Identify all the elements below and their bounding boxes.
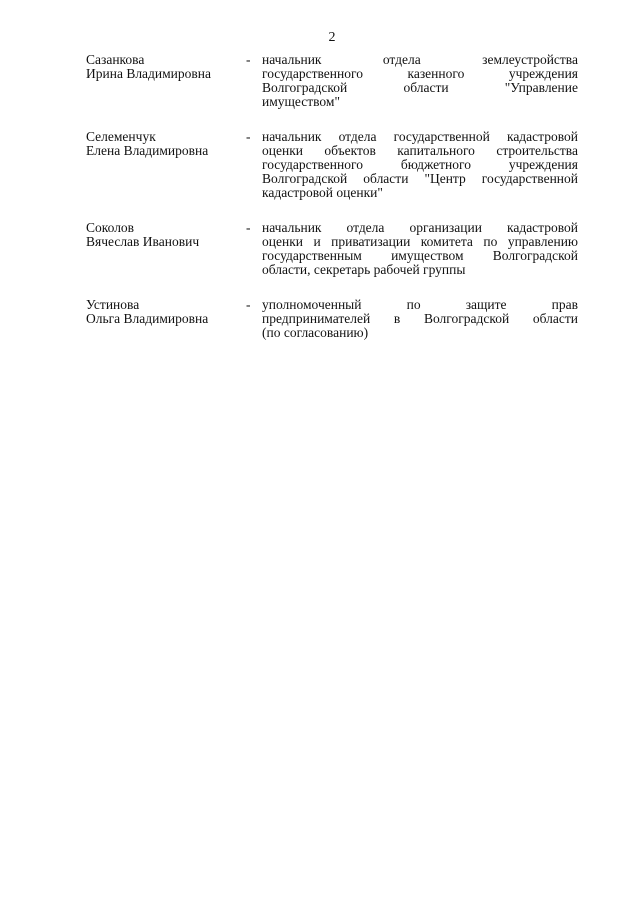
member-role-line: государственного казенного учреждения — [262, 66, 578, 81]
member-name — [86, 221, 246, 277]
member-role-line: предпринимателей в Волгоградской области — [262, 311, 578, 326]
member-entry — [86, 298, 578, 340]
member-role-line: области, секретарь рабочей группы — [262, 262, 466, 277]
member-entry — [86, 53, 578, 109]
member-given-names: Ольга Владимировна — [86, 311, 209, 326]
member-role-line: Волгоградской области "Управление — [262, 80, 578, 95]
member-role-line: начальник отдела землеустройства — [262, 52, 578, 67]
member-dash: - — [246, 52, 251, 67]
member-given-names: Елена Владимировна — [86, 143, 209, 158]
member-given-names: Ирина Владимировна — [86, 66, 212, 81]
member-role — [262, 53, 578, 109]
member-role-line: (по согласованию) — [262, 325, 369, 340]
member-role-line: оценки объектов капитального строительства — [262, 143, 578, 158]
member-dash: - — [246, 297, 251, 312]
member-role — [262, 130, 578, 200]
member-given-names: Вячеслав Иванович — [86, 234, 200, 249]
member-role-line: имуществом" — [262, 94, 340, 109]
member-surname: Устинова — [86, 297, 140, 312]
member-role-line: начальник отдела государственной кадастровой — [262, 129, 578, 144]
member-name — [86, 53, 246, 109]
member-dash: - — [246, 129, 251, 144]
member-role-line: начальник отдела организации кадастровой — [262, 220, 578, 235]
member-role-line: кадастровой оценки" — [262, 185, 383, 200]
member-role-line: государственным имуществом Волгоградской — [262, 248, 578, 263]
page-number: 2 — [328, 30, 336, 45]
member-entry — [86, 130, 578, 200]
member-surname: Соколов — [86, 220, 135, 235]
member-list — [86, 53, 578, 361]
member-dash: - — [246, 220, 251, 235]
member-name — [86, 298, 246, 340]
member-role-line: уполномоченный по защите прав — [262, 297, 578, 312]
member-role — [262, 298, 578, 340]
member-surname: Сазанкова — [86, 52, 145, 67]
member-role — [262, 221, 578, 277]
member-name — [86, 130, 246, 200]
member-surname: Селеменчук — [86, 129, 156, 144]
member-role-line: Волгоградской области "Центр государственной — [262, 171, 578, 186]
member-role-line: оценки и приватизации комитета по управлению — [262, 234, 578, 249]
member-role-line: государственного бюджетного учреждения — [262, 157, 578, 172]
member-entry — [86, 221, 578, 277]
